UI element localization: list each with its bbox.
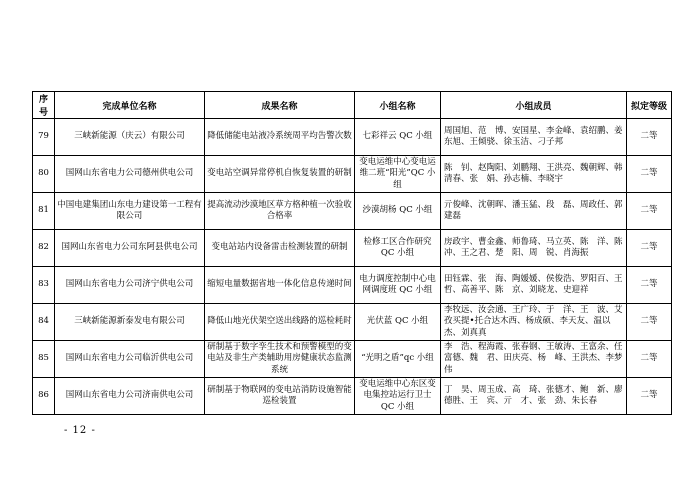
row-unit: 国网山东省电力公司济宁供电公司 <box>55 267 205 304</box>
header-group: 小组名称 <box>355 92 441 119</box>
table-row <box>33 378 672 415</box>
row-group: “光明之盾”qc 小组 <box>355 341 441 378</box>
row-grade: 二等 <box>627 230 672 267</box>
row-achievement: 研制基于数字孪生技术和预警模型的变电站及非生产类辅助用房健康状态监测系统 <box>205 341 355 378</box>
row-members: 田钰霖、张 海、陶媛媛、侯俊浩、罗阳百、王 哲、高善平、陈 京、刘晓龙、史迎祥 <box>441 267 627 304</box>
row-group: 检修工区合作研究 QC 小组 <box>355 230 441 267</box>
row-members: 李牧远、汝会通、王广玲、于 洋、王 波、艾孜买提•托合达木西、杨成硕、李天友、温以杰、刘真真 <box>441 304 627 341</box>
table-row <box>33 156 672 193</box>
row-unit: 国网山东省电力公司济南供电公司 <box>55 378 205 415</box>
row-achievement: 缩短电量数据省地一体化信息传递时间 <box>205 267 355 304</box>
row-members: 亓俊峰、沈朝晖、潘玉猛、段 磊、周政任、郭建磊 <box>441 193 627 230</box>
row-num: 80 <box>33 156 55 193</box>
row-achievement: 变电站站内设备雷击检测装置的研制 <box>205 230 355 267</box>
row-unit: 三峡新能源新泰发电有限公司 <box>55 304 205 341</box>
row-num: 86 <box>33 378 55 415</box>
row-members: 李 浩、程海霞、张春钢、王敏涛、王富余、任富德、魏 君、田庆亮、杨 峰、王洪杰、李梦伟 <box>441 341 627 378</box>
header-name: 成果名称 <box>205 92 355 119</box>
table-row <box>33 193 672 230</box>
row-grade: 二等 <box>627 119 672 156</box>
table-row <box>33 304 672 341</box>
row-grade: 二等 <box>627 193 672 230</box>
row-num: 84 <box>33 304 55 341</box>
row-group: 变电运维中心东区变电集控站运行卫士 QC 小组 <box>355 378 441 415</box>
row-group: 七彩祥云 QC 小组 <box>355 119 441 156</box>
row-group: 电力调度控制中心电网调度班 QC 小组 <box>355 267 441 304</box>
row-members: 陈 钊、赵陶阳、刘鹏翔、王洪亮、魏朝辉、韩清春、张 娟、孙志楠、李晓宇 <box>441 156 627 193</box>
row-unit: 中国电建集团山东电力建设第一工程有限公司 <box>55 193 205 230</box>
row-unit: 国网山东省电力公司临沂供电公司 <box>55 341 205 378</box>
table-row <box>33 341 672 378</box>
row-members: 丁 昊、周玉成、高 琦、张德才、鲍 新、廖德胜、王 宾、亓 才、张 劲、朱长春 <box>441 378 627 415</box>
row-members: 房政宇、曹金鑫、师鲁琦、马立英、陈 洋、陈 冲、王之君、楚 阳、周 锐、肖海振 <box>441 230 627 267</box>
header-unit: 完成单位名称 <box>55 92 205 119</box>
row-grade: 二等 <box>627 341 672 378</box>
row-unit: 国网山东省电力公司德州供电公司 <box>55 156 205 193</box>
row-num: 83 <box>33 267 55 304</box>
row-group: 变电运维中心变电运维二班“阳光”QC 小组 <box>355 156 441 193</box>
row-achievement: 降低储能电站液冷系统周平均告警次数 <box>205 119 355 156</box>
row-group: 沙漠胡杨 QC 小组 <box>355 193 441 230</box>
row-group: 光伏蓝 QC 小组 <box>355 304 441 341</box>
row-grade: 二等 <box>627 267 672 304</box>
row-unit: 三峡新能源（庆云）有限公司 <box>55 119 205 156</box>
header-members: 小组成员 <box>441 92 627 119</box>
row-num: 79 <box>33 119 55 156</box>
row-members: 周国旭、范 博、安国星、李金峰、袁绍鹏、姜东旭、王倾骁、徐玉洁、刁子邦 <box>441 119 627 156</box>
row-achievement: 变电站空调异常停机自恢复装置的研制 <box>205 156 355 193</box>
row-grade: 二等 <box>627 304 672 341</box>
awards-table-wrapper <box>32 91 671 415</box>
table-row <box>33 267 672 304</box>
header-grade: 拟定等级 <box>627 92 672 119</box>
table-row <box>33 230 672 267</box>
row-achievement: 降低山地光伏架空送出线路的巡检耗时 <box>205 304 355 341</box>
table-row <box>33 119 672 156</box>
row-grade: 二等 <box>627 378 672 415</box>
row-unit: 国网山东省电力公司东阿县供电公司 <box>55 230 205 267</box>
row-achievement: 提高流动沙漠地区草方格种植一次验收合格率 <box>205 193 355 230</box>
row-grade: 二等 <box>627 156 672 193</box>
row-num: 82 <box>33 230 55 267</box>
row-achievement: 研制基于物联网的变电站消防设施智能巡检装置 <box>205 378 355 415</box>
page-number: - 12 - <box>64 425 96 436</box>
row-num: 85 <box>33 341 55 378</box>
header-num: 序号 <box>33 92 55 119</box>
table-header-row <box>33 92 672 119</box>
awards-table <box>32 91 672 415</box>
row-num: 81 <box>33 193 55 230</box>
